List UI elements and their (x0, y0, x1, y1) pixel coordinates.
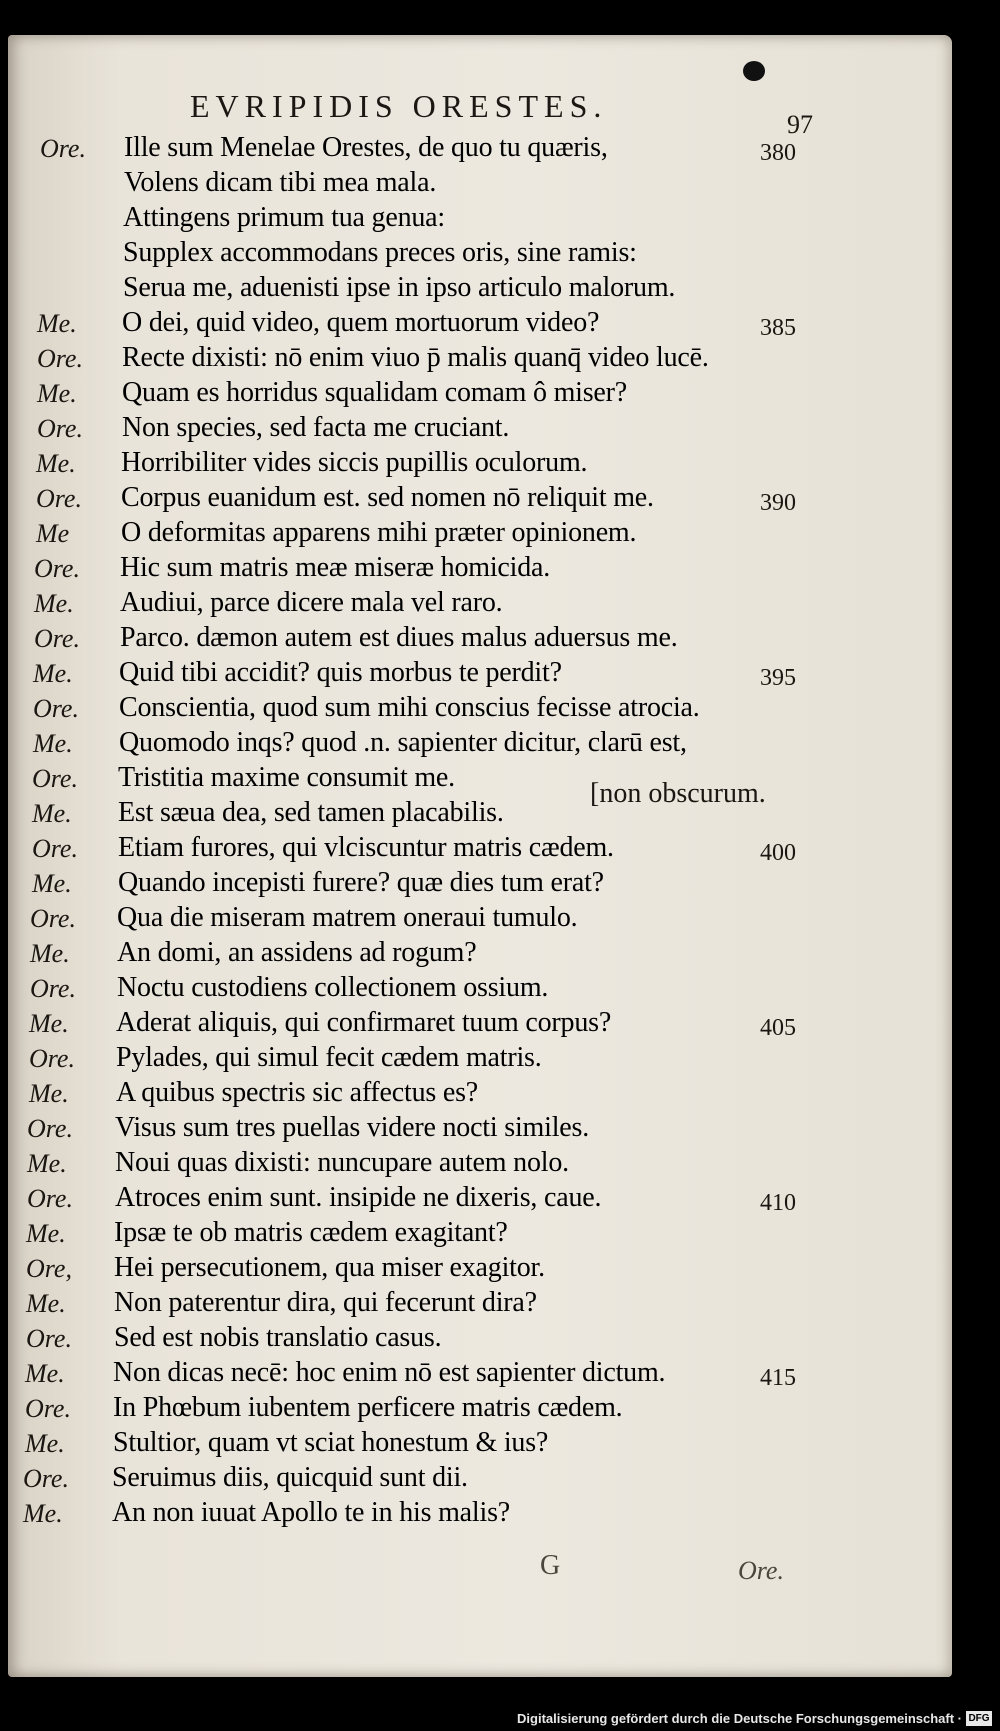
speaker-label: Me. (34, 589, 74, 618)
verse-line: Recte dixisti: nō enim viuo p̄ malis quanq̄ video lucē. (122, 342, 709, 373)
speaker-label: Me (36, 519, 70, 548)
speaker-label: Ore. (37, 344, 83, 373)
verse-line: Visus sum tres puellas videre nocti similes. (115, 1112, 590, 1143)
verse-line: O dei, quid video, quem mortuorum video? (122, 307, 600, 338)
page-number: 97 (787, 110, 813, 139)
speaker-label: Ore. (36, 484, 82, 513)
speaker-label: Me. (37, 379, 77, 408)
speaker-label: Ore. (32, 764, 78, 793)
verse-line: Parco. dæmon autem est diues malus aduersus me. (120, 622, 678, 653)
speaker-label: Ore. (23, 1464, 69, 1493)
speaker-label: Ore. (34, 554, 80, 583)
speaker-label: Me. (29, 1009, 69, 1038)
speaker-label: Ore. (26, 1324, 72, 1353)
verse-line: Non species, sed facta me cruciant. (122, 412, 510, 443)
line-number: 415 (760, 1365, 796, 1391)
line-number: 410 (760, 1190, 796, 1216)
continuation-text: [non obscurum. (590, 778, 766, 809)
verse-line: Quid tibi accidit? quis morbus te perdit? (119, 657, 562, 688)
page-hole-mark (743, 61, 765, 81)
catchword: Ore. (738, 1556, 784, 1585)
verse-line: Attingens primum tua genua: (123, 202, 445, 233)
speaker-label: Ore. (25, 1394, 71, 1423)
verse-line: Hic sum matris meæ miseræ homicida. (120, 552, 551, 583)
line-number: 385 (760, 315, 796, 341)
speaker-label: Ore. (40, 134, 86, 163)
speaker-label: Me. (29, 1079, 69, 1108)
verse-line: Ille sum Menelae Orestes, de quo tu quæris, (124, 132, 608, 163)
speaker-label: Ore. (32, 834, 78, 863)
speaker-label: Me. (26, 1289, 66, 1318)
speaker-label: Me. (33, 659, 73, 688)
verse-line: In Phœbum iubentem perficere matris cædem. (113, 1392, 623, 1423)
running-title: EVRIPIDIS ORESTES. (190, 88, 608, 124)
speaker-label: Ore. (30, 974, 76, 1003)
verse-line: Etiam furores, qui vlciscuntur matris cædem. (118, 832, 614, 863)
verse-line: Quam es horridus squalidam comam ô miser? (122, 377, 628, 408)
verse-line: Est sæua dea, sed tamen placabilis. (118, 797, 504, 828)
speaker-label: Ore. (37, 414, 83, 443)
speaker-label: Me. (36, 449, 76, 478)
speaker-label: Ore. (33, 694, 79, 723)
verse-line: Sed est nobis translatio casus. (114, 1322, 442, 1353)
verse-line: Aderat aliquis, qui confirmaret tuum corpus? (116, 1007, 612, 1038)
verse-line: Stultior, quam vt sciat honestum & ius? (113, 1427, 549, 1458)
line-number: 405 (760, 1015, 796, 1041)
verse-line: Ipsæ te ob matris cædem exagitant? (114, 1217, 508, 1248)
speaker-label: Me. (32, 799, 72, 828)
verse-line: Noctu custodiens collectionem ossium. (117, 972, 549, 1003)
speaker-label: Ore. (30, 904, 76, 933)
verse-line: Hei persecutionem, qua miser exagitor. (114, 1252, 545, 1283)
speaker-label: Me. (33, 729, 73, 758)
verse-line: Volens dicam tibi mea mala. (124, 167, 437, 198)
line-number: 395 (760, 665, 796, 691)
speaker-label: Me. (30, 939, 70, 968)
verse-line: A quibus spectris sic affectus es? (116, 1077, 479, 1108)
verse-line: Atroces enim sunt. insipide ne dixeris, caue. (115, 1182, 602, 1213)
speaker-label: Ore, (26, 1254, 72, 1283)
verse-line: Quando incepisti furere? quæ dies tum erat? (118, 867, 604, 898)
verse-line: Conscientia, quod sum mihi conscius fecisse atrocia. (119, 692, 700, 723)
verse-line: Noui quas dixisti: nuncupare autem nolo. (115, 1147, 569, 1178)
speaker-label: Me. (32, 869, 72, 898)
line-number: 400 (760, 840, 796, 866)
dfg-logo: DFG (966, 1711, 992, 1726)
verse-line: Pylades, qui simul fecit cædem matris. (116, 1042, 542, 1073)
footer-bar (0, 1708, 1000, 1731)
speaker-label: Me. (26, 1219, 66, 1248)
footer-credit: Digitalisierung gefördert durch die Deutsche Forschungsgemeinschaft · (517, 1711, 962, 1726)
verse-line: Non dicas necē: hoc enim nō est sapienter dictum. (113, 1357, 666, 1388)
verse-line: Serua me, aduenisti ipse in ipso articulo malorum. (123, 272, 676, 303)
line-number: 390 (760, 490, 796, 516)
verse-line: Quomodo inqs? quod .n. sapienter dicitur, clarū est, (119, 727, 687, 758)
speaker-label: Ore. (29, 1044, 75, 1073)
verse-line: An domi, an assidens ad rogum? (117, 937, 477, 968)
verse-line: O deformitas apparens mihi præter opinionem. (121, 517, 637, 548)
verse-line: Non paterentur dira, qui fecerunt dira? (114, 1287, 537, 1318)
verse-line: Corpus euanidum est. sed nomen nō reliquit me. (121, 482, 654, 513)
speaker-label: Me. (25, 1429, 65, 1458)
verse-line: Supplex accommodans preces oris, sine ramis: (123, 237, 637, 268)
verse-line: Qua die miseram matrem oneraui tumulo. (117, 902, 578, 933)
signature-mark: G (540, 1550, 561, 1581)
speaker-label: Me. (37, 309, 77, 338)
speaker-label: Me. (27, 1149, 67, 1178)
speaker-label: Ore. (27, 1114, 73, 1143)
verse-line: Audiui, parce dicere mala vel raro. (120, 587, 503, 618)
verse-line: An non iuuat Apollo te in his malis? (112, 1497, 510, 1528)
speaker-label: Ore. (27, 1184, 73, 1213)
verse-line: Tristitia maxime consumit me. (118, 762, 455, 793)
verse-line: Seruimus diis, quicquid sunt dii. (112, 1462, 468, 1493)
speaker-label: Me. (23, 1499, 63, 1528)
speaker-label: Ore. (34, 624, 80, 653)
speaker-label: Me. (25, 1359, 65, 1388)
verse-line: Horribiliter vides siccis pupillis oculorum. (121, 447, 588, 478)
line-number: 380 (760, 140, 796, 166)
